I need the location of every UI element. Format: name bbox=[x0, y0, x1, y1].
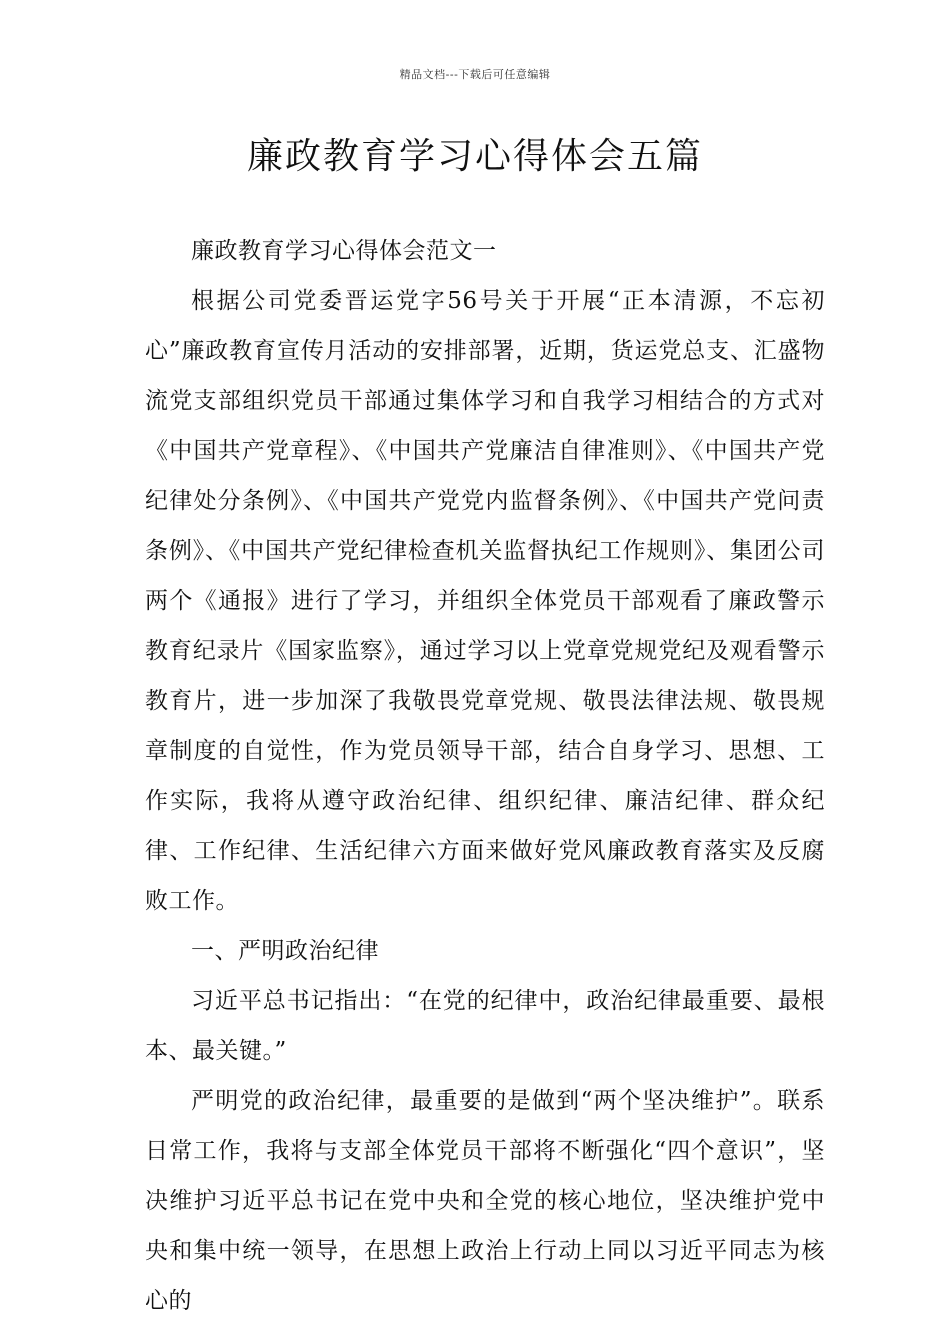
header-note: 精品文档---下载后可任意编辑 bbox=[399, 68, 551, 81]
section-heading: 一、严明政治纪律 bbox=[191, 938, 379, 964]
document-body bbox=[145, 226, 825, 1326]
document-title: 廉政教育学习心得体会五篇 bbox=[246, 136, 703, 177]
paragraph: 习近平总书记指出：“在党的纪律中，政治纪律最重要、最根本、最关键。” bbox=[145, 988, 825, 1064]
section-heading: 廉政教育学习心得体会范文一 bbox=[191, 238, 497, 264]
paragraph: 根据公司党委晋运党字56号关于开展“正本清源，不忘初心”廉政教育宣传月活动的安排部署，近期，货运党总支、汇盛物流党支部组织党员干部通过集体学习和自我学习相结合的方式对《中国共产党章程》、《中国共产党廉洁自律准则》、《中国共产党纪律处分条例》、《中国共产党党内监督条例》、《中国共产党问责条例》、《中国共产党纪律检查机关监督执纪工作规则》、集团公司两个《通报》进行了学习，并组织全体党员干部观看了廉政警示教育纪录片《国家监察》，通过学习以上党章党规党纪及观看警示教育片，进一步加深了我敬畏党章党规、敬畏法律法规、敬畏规章制度的自觉性，作为党员领导干部，结合自身学习、思想、工作实际，我将从遵守政治纪律、组织纪律、廉洁纪律、群众纪律、工作纪律、生活纪律六方面来做好党风廉政教育落实及反腐败工作。 bbox=[145, 288, 825, 914]
paragraph: 严明党的政治纪律，最重要的是做到“两个坚决维护”。联系日常工作，我将与支部全体党员干部将不断强化“四个意识”，坚决维护习近平总书记在党中央和全党的核心地位，坚决维护党中央和集中统一领导，在思想上政治上行动上同以习近平同志为核心的 bbox=[145, 1088, 825, 1314]
